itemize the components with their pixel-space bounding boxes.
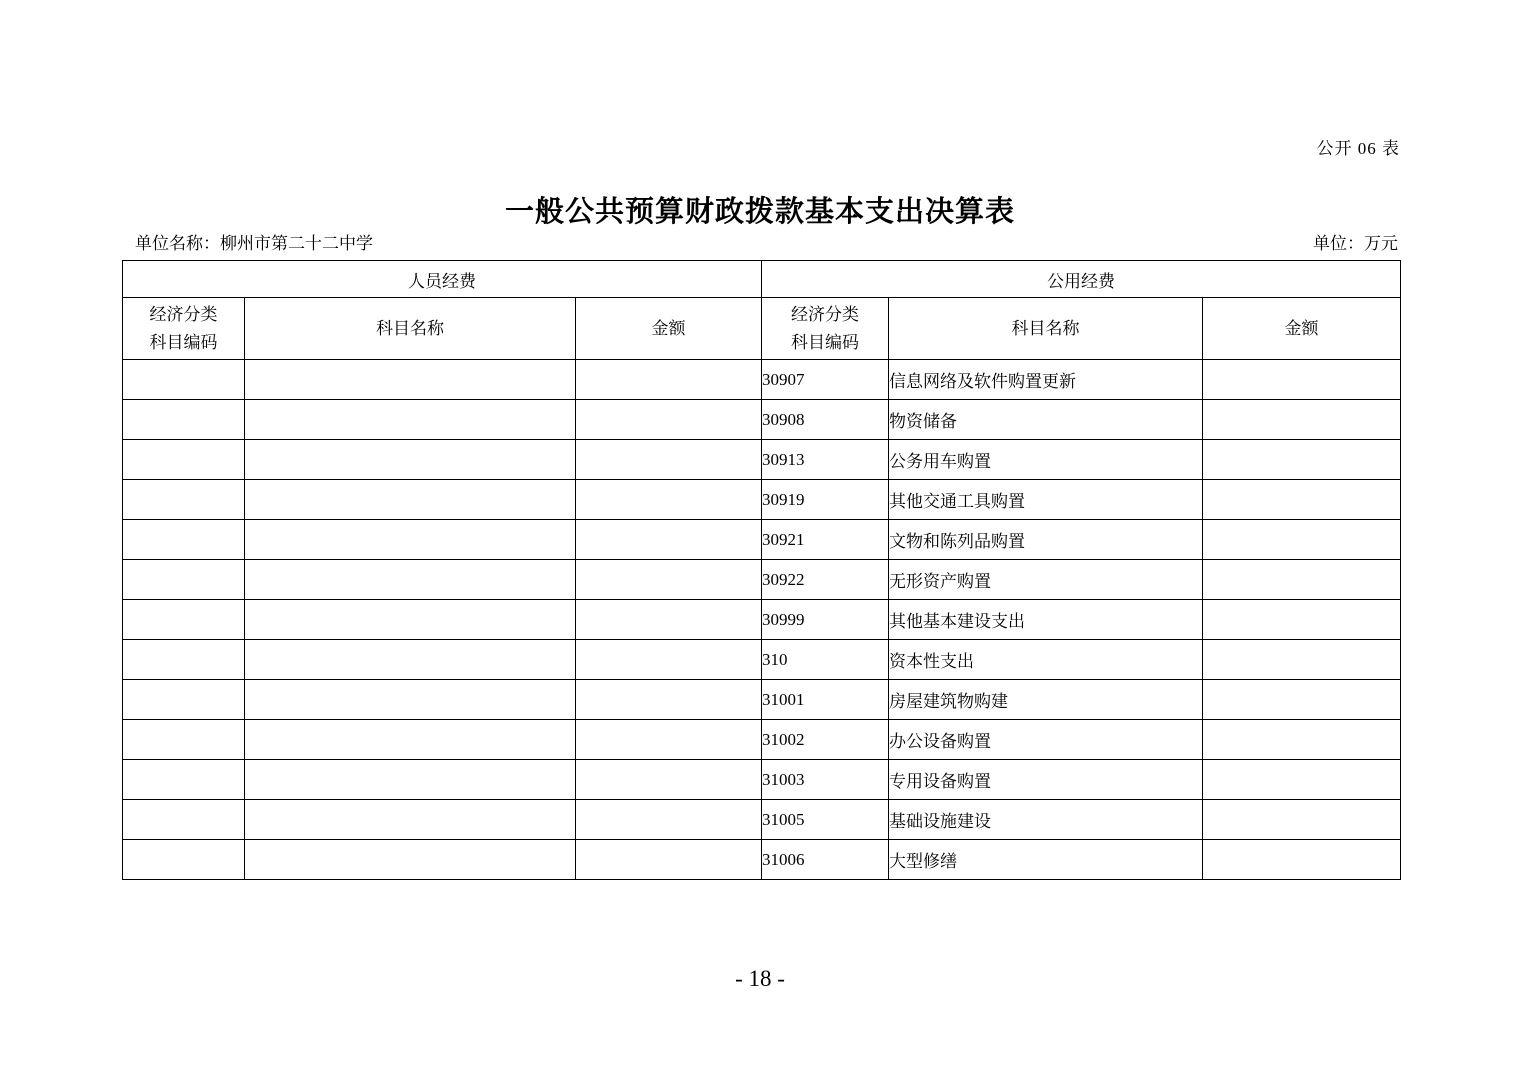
public-amount-cell xyxy=(1203,400,1401,440)
column-header-code-right xyxy=(762,298,889,360)
personnel-code-cell xyxy=(123,360,245,400)
section-header-personnel: 人员经费 xyxy=(123,261,762,298)
personnel-amount-cell xyxy=(576,360,762,400)
code-header-line1: 经济分类 xyxy=(149,305,218,325)
public-name-cell: 房屋建筑物购建 xyxy=(889,680,1203,720)
personnel-amount-cell xyxy=(576,560,762,600)
section-header-row xyxy=(123,261,1401,298)
public-code-cell: 31002 xyxy=(762,720,889,760)
table-row xyxy=(123,480,1401,520)
table-head xyxy=(123,261,1401,360)
public-name-cell: 基础设施建设 xyxy=(889,800,1203,840)
public-amount-cell xyxy=(1203,680,1401,720)
public-code-cell: 30922 xyxy=(762,560,889,600)
page-number: - 18 - xyxy=(735,966,785,991)
table-row xyxy=(123,400,1401,440)
public-code-cell: 30919 xyxy=(762,480,889,520)
public-name-cell: 资本性支出 xyxy=(889,640,1203,680)
personnel-code-cell xyxy=(123,720,245,760)
personnel-amount-cell xyxy=(576,480,762,520)
public-name-cell: 其他交通工具购置 xyxy=(889,480,1203,520)
form-number-label: 公开 06 表 xyxy=(1316,139,1400,158)
personnel-code-cell xyxy=(123,760,245,800)
personnel-name-cell xyxy=(245,840,576,880)
personnel-amount-cell xyxy=(576,680,762,720)
public-code-cell: 31003 xyxy=(762,760,889,800)
public-amount-cell xyxy=(1203,720,1401,760)
personnel-name-cell xyxy=(245,760,576,800)
personnel-code-cell xyxy=(123,400,245,440)
column-header-row xyxy=(123,298,1401,360)
table-row xyxy=(123,360,1401,400)
public-amount-cell xyxy=(1203,480,1401,520)
public-amount-cell xyxy=(1203,800,1401,840)
public-name-cell: 信息网络及软件购置更新 xyxy=(889,360,1203,400)
public-code-cell: 30999 xyxy=(762,600,889,640)
column-header-amount-right: 金额 xyxy=(1203,298,1401,360)
meta-row xyxy=(135,229,1398,254)
personnel-name-cell xyxy=(245,480,576,520)
public-name-cell: 其他基本建设支出 xyxy=(889,600,1203,640)
currency-unit-label: 单位：万元 xyxy=(1313,234,1398,253)
column-header-amount-left: 金额 xyxy=(576,298,762,360)
public-code-cell: 30908 xyxy=(762,400,889,440)
code-header-line2: 科目编码 xyxy=(149,332,218,352)
personnel-amount-cell xyxy=(576,640,762,680)
table-row xyxy=(123,760,1401,800)
table-body xyxy=(123,360,1401,880)
personnel-code-cell xyxy=(123,440,245,480)
personnel-name-cell xyxy=(245,800,576,840)
personnel-amount-cell xyxy=(576,400,762,440)
personnel-name-cell xyxy=(245,400,576,440)
table-row xyxy=(123,800,1401,840)
section-header-public: 公用经费 xyxy=(762,261,1401,298)
personnel-amount-cell xyxy=(576,760,762,800)
personnel-name-cell xyxy=(245,360,576,400)
public-amount-cell xyxy=(1203,840,1401,880)
personnel-name-cell xyxy=(245,520,576,560)
personnel-name-cell xyxy=(245,680,576,720)
public-code-cell: 30921 xyxy=(762,520,889,560)
personnel-code-cell xyxy=(123,560,245,600)
table-row xyxy=(123,440,1401,480)
personnel-code-cell xyxy=(123,840,245,880)
public-amount-cell xyxy=(1203,760,1401,800)
personnel-name-cell xyxy=(245,560,576,600)
column-header-name-right: 科目名称 xyxy=(889,298,1203,360)
table-row xyxy=(123,720,1401,760)
table-row xyxy=(123,680,1401,720)
personnel-amount-cell xyxy=(576,840,762,880)
public-amount-cell xyxy=(1203,600,1401,640)
column-header-code-left xyxy=(123,298,245,360)
column-header-name-left: 科目名称 xyxy=(245,298,576,360)
public-amount-cell xyxy=(1203,520,1401,560)
public-name-cell: 办公设备购置 xyxy=(889,720,1203,760)
public-name-cell: 文物和陈列品购置 xyxy=(889,520,1203,560)
table-row xyxy=(123,600,1401,640)
table-row xyxy=(123,520,1401,560)
public-amount-cell xyxy=(1203,360,1401,400)
public-code-cell: 31006 xyxy=(762,840,889,880)
page-title: 一般公共预算财政拨款基本支出决算表 xyxy=(504,196,1015,229)
code-header-line1: 经济分类 xyxy=(791,305,859,325)
personnel-amount-cell xyxy=(576,600,762,640)
personnel-amount-cell xyxy=(576,440,762,480)
personnel-amount-cell xyxy=(576,520,762,560)
public-name-cell: 无形资产购置 xyxy=(889,560,1203,600)
personnel-name-cell xyxy=(245,720,576,760)
personnel-name-cell xyxy=(245,600,576,640)
table-row xyxy=(123,840,1401,880)
public-code-cell: 310 xyxy=(762,640,889,680)
personnel-code-cell xyxy=(123,800,245,840)
unit-name-label: 单位名称：柳州市第二十二中学 xyxy=(135,234,373,253)
personnel-name-cell xyxy=(245,440,576,480)
personnel-amount-cell xyxy=(576,800,762,840)
public-name-cell: 公务用车购置 xyxy=(889,440,1203,480)
public-name-cell: 大型修缮 xyxy=(889,840,1203,880)
budget-table xyxy=(122,260,1401,880)
public-code-cell: 31001 xyxy=(762,680,889,720)
table-row xyxy=(123,640,1401,680)
public-code-cell: 30907 xyxy=(762,360,889,400)
table-row xyxy=(123,560,1401,600)
personnel-code-cell xyxy=(123,600,245,640)
personnel-code-cell xyxy=(123,480,245,520)
code-header-line2: 科目编码 xyxy=(791,332,859,352)
public-name-cell: 专用设备购置 xyxy=(889,760,1203,800)
public-name-cell: 物资储备 xyxy=(889,400,1203,440)
public-amount-cell xyxy=(1203,440,1401,480)
public-code-cell: 30913 xyxy=(762,440,889,480)
public-amount-cell xyxy=(1203,560,1401,600)
personnel-name-cell xyxy=(245,640,576,680)
personnel-code-cell xyxy=(123,680,245,720)
personnel-amount-cell xyxy=(576,720,762,760)
public-code-cell: 31005 xyxy=(762,800,889,840)
public-amount-cell xyxy=(1203,640,1401,680)
personnel-code-cell xyxy=(123,520,245,560)
personnel-code-cell xyxy=(123,640,245,680)
